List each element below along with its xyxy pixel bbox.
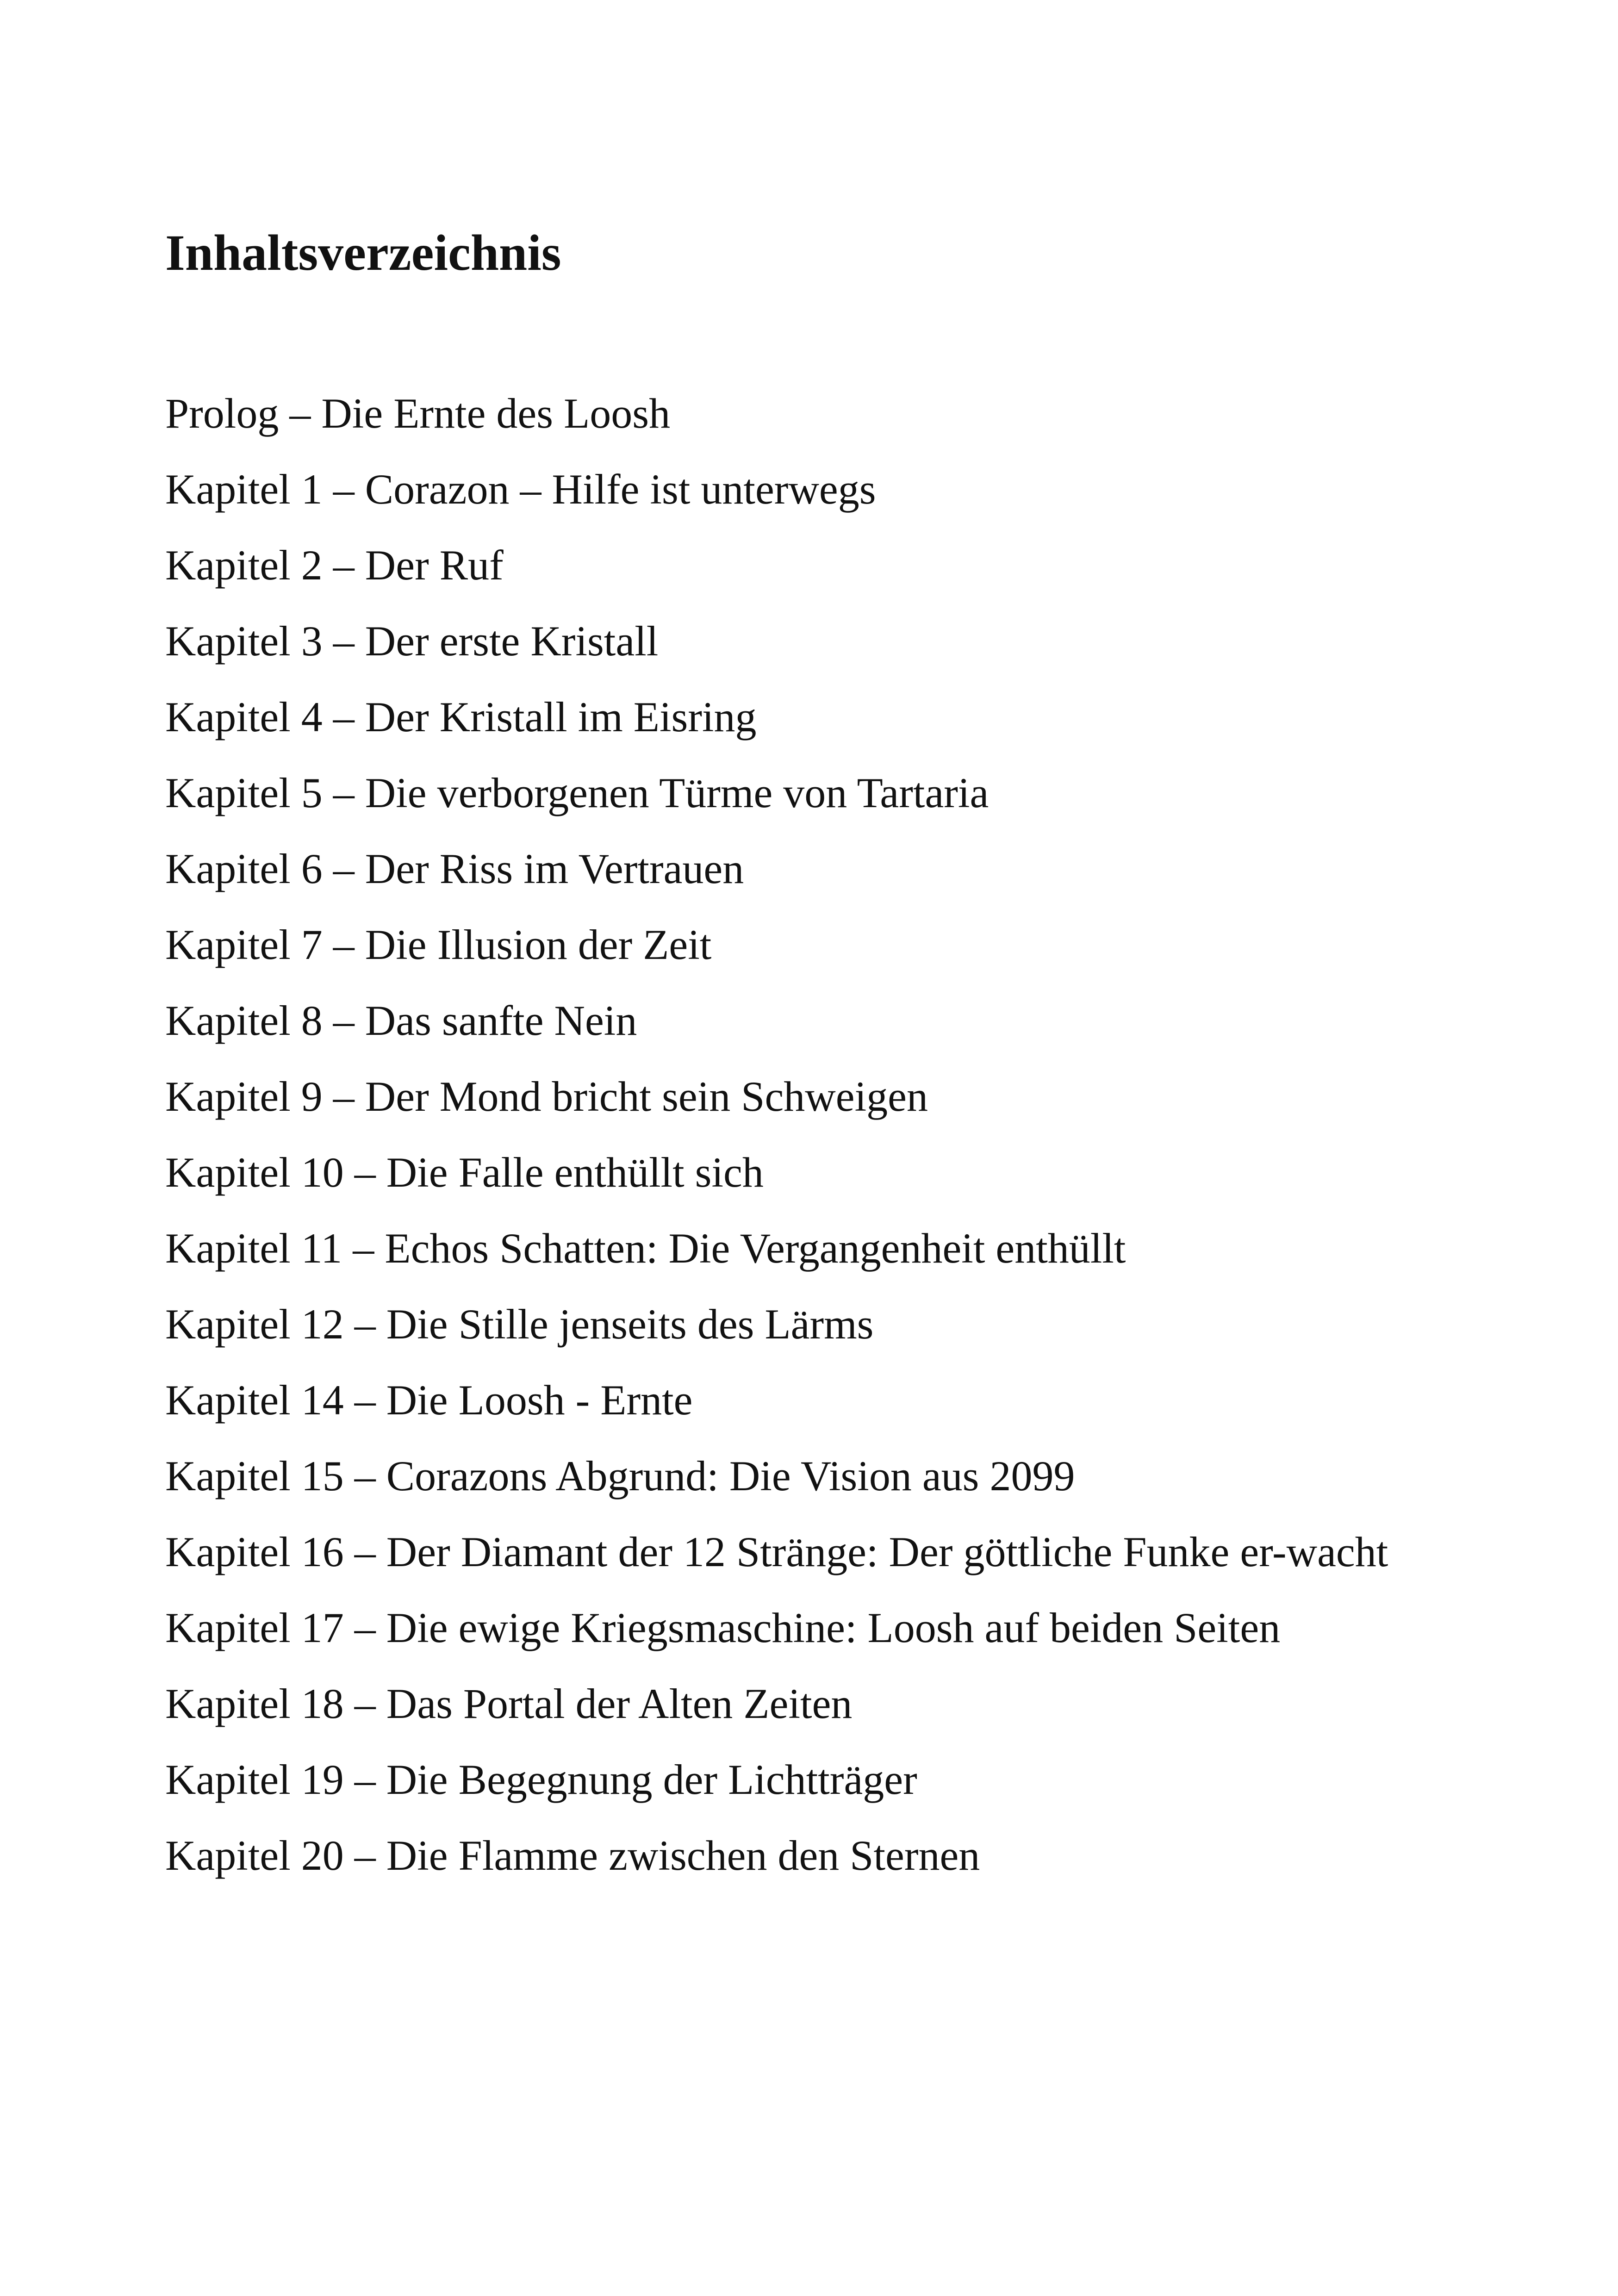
toc-entry: Kapitel 6 – Der Riss im Vertrauen — [165, 845, 744, 892]
toc-entry: Kapitel 7 – Die Illusion der Zeit — [165, 921, 712, 968]
toc-entry: Kapitel 19 – Die Begegnung der Lichtträger — [165, 1756, 917, 1803]
toc-entry: Kapitel 12 – Die Stille jenseits des Lärms — [165, 1300, 874, 1348]
toc-entry: Kapitel 5 – Die verborgenen Türme von Tartaria — [165, 769, 989, 816]
toc-entry: Kapitel 15 – Corazons Abgrund: Die Vision aus 2099 — [165, 1452, 1075, 1500]
toc-entry: Kapitel 4 – Der Kristall im Eisring — [165, 693, 757, 740]
toc-entry: Kapitel 9 – Der Mond bricht sein Schweigen — [165, 1073, 928, 1120]
toc-entry: Kapitel 1 – Corazon – Hilfe ist unterwegs — [165, 466, 876, 513]
toc-entry: Kapitel 14 – Die Loosh - Ernte — [165, 1376, 693, 1424]
toc-entry: Prolog – Die Ernte des Loosh — [165, 390, 671, 437]
toc-entry: Kapitel 20 – Die Flamme zwischen den Sternen — [165, 1832, 980, 1879]
toc-list — [165, 386, 1452, 1904]
toc-entry: Kapitel 2 – Der Ruf — [165, 541, 504, 589]
toc-heading: Inhaltsverzeichnis — [165, 224, 561, 281]
toc-entry: Kapitel 16 – Der Diamant der 12 Stränge: Der göttliche Funke er-wacht — [165, 1528, 1388, 1575]
toc-entry: Kapitel 10 – Die Falle enthüllt sich — [165, 1149, 764, 1196]
toc-entry: Kapitel 11 – Echos Schatten: Die Vergangenheit enthüllt — [165, 1225, 1126, 1272]
toc-entry: Kapitel 17 – Die ewige Kriegsmaschine: Loosh auf beiden Seiten — [165, 1604, 1281, 1651]
toc-entry: Kapitel 8 – Das sanfte Nein — [165, 997, 637, 1044]
toc-entry: Kapitel 18 – Das Portal der Alten Zeiten — [165, 1680, 853, 1727]
toc-entry: Kapitel 3 – Der erste Kristall — [165, 617, 659, 665]
